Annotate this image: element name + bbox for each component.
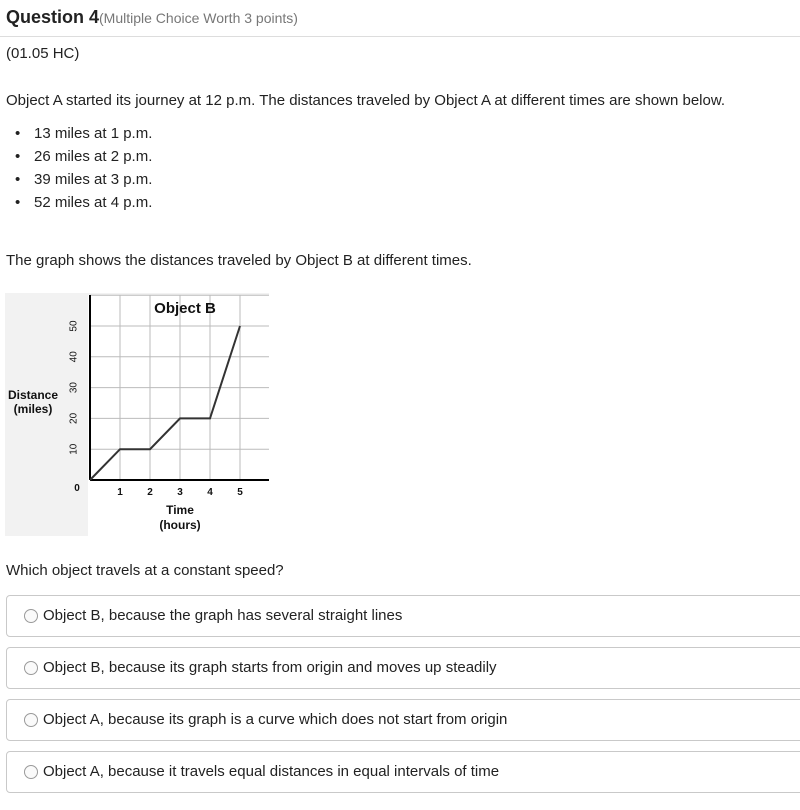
y-tick-label: 10	[68, 443, 80, 455]
list-item	[14, 147, 152, 170]
list-item-text: 26 miles at 2 p.m.	[34, 148, 153, 165]
answer-option-label: Object A, because its graph is a curve which does not start from origin	[43, 711, 508, 728]
list-item-text: 13 miles at 1 p.m.	[34, 125, 153, 142]
x-tick-label: 0	[74, 483, 80, 494]
chart-title: Object B	[154, 300, 216, 317]
answer-option-1[interactable]	[6, 595, 800, 637]
question-header	[6, 7, 298, 28]
bullet: •	[15, 171, 21, 188]
plot-background	[88, 295, 269, 536]
radio-button[interactable]	[24, 609, 38, 623]
x-tick-label: 5	[237, 487, 243, 498]
answer-option-4[interactable]	[6, 751, 800, 793]
object-a-distances-list	[14, 124, 152, 216]
standard-code: (01.05 HC)	[6, 45, 80, 62]
x-tick-label: 2	[147, 487, 153, 498]
object-a-intro: Object A started its journey at 12 p.m. The distances traveled by Object A at different times are shown below.	[6, 92, 726, 109]
x-tick-label: 3	[177, 487, 183, 498]
list-item	[14, 124, 152, 147]
answer-option-label: Object B, because its graph starts from origin and moves up steadily	[43, 659, 497, 676]
answer-option-label: Object A, because it travels equal distances in equal intervals of time	[43, 763, 500, 780]
x-axis-label-line1: Time	[166, 503, 194, 517]
list-item	[14, 193, 152, 216]
y-tick-labels	[69, 320, 80, 455]
header-divider	[0, 36, 800, 37]
y-tick-label: 30	[68, 382, 80, 394]
y-tick-label: 20	[68, 412, 80, 424]
y-tick-label: 40	[68, 351, 80, 363]
object-b-intro: The graph shows the distances traveled by Object B at different times.	[6, 252, 472, 269]
question-title: Question 4	[6, 7, 100, 27]
y-tick-label: 50	[68, 320, 80, 332]
radio-button[interactable]	[24, 713, 38, 727]
bullet: •	[15, 125, 21, 142]
x-axis-label-line2: (hours)	[159, 518, 201, 532]
list-item	[14, 170, 152, 193]
bullet: •	[15, 148, 21, 165]
radio-button[interactable]	[24, 661, 38, 675]
radio-button[interactable]	[24, 765, 38, 779]
list-item-text: 52 miles at 4 p.m.	[34, 194, 153, 211]
answer-option-label: Object B, because the graph has several straight lines	[43, 607, 403, 624]
object-b-graph	[5, 293, 269, 536]
y-axis-label-line2: (miles)	[13, 402, 53, 416]
object-b-chart	[5, 293, 269, 536]
bullet: •	[15, 194, 21, 211]
x-tick-label: 1	[117, 487, 123, 498]
question-prompt: Which object travels at a constant speed?	[6, 562, 284, 579]
answer-option-3[interactable]	[6, 699, 800, 741]
y-axis-label-line1: Distance	[7, 388, 59, 402]
answer-option-2[interactable]	[6, 647, 800, 689]
question-worth: (Multiple Choice Worth 3 points)	[99, 10, 298, 26]
list-item-text: 39 miles at 3 p.m.	[34, 171, 153, 188]
x-tick-label: 4	[207, 487, 213, 498]
